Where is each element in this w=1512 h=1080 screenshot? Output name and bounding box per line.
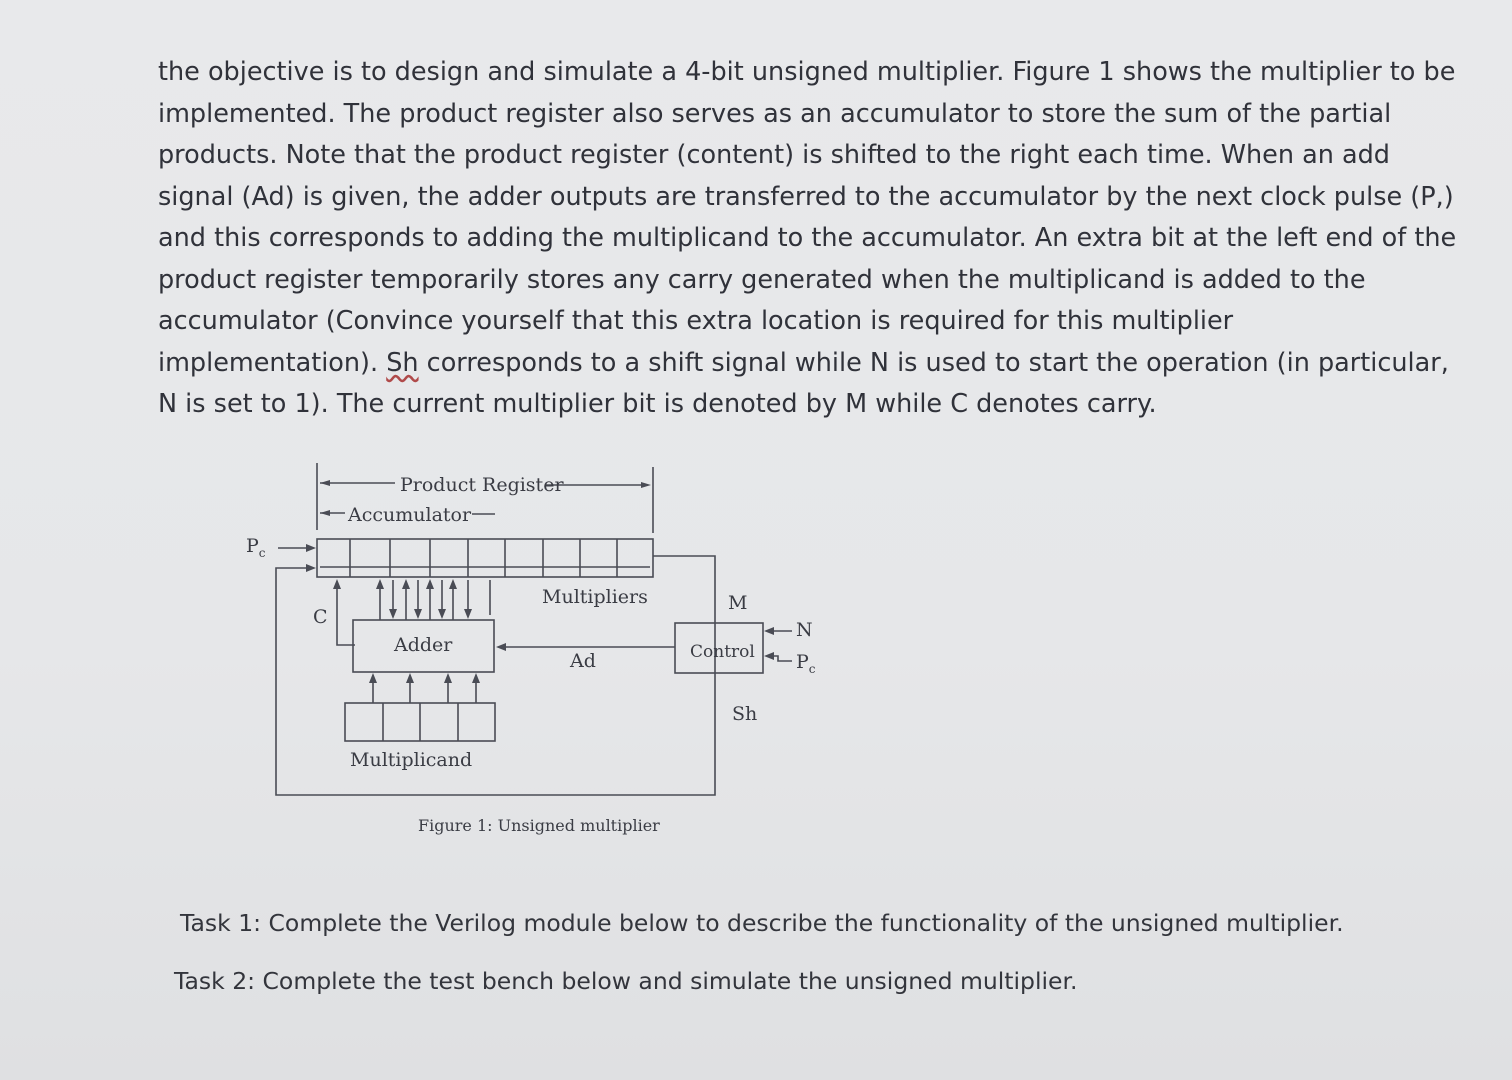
multiplicand-label: Multiplicand	[350, 749, 473, 771]
line8-prefix: implementation).	[158, 347, 387, 378]
ad-label: Ad	[570, 650, 596, 672]
accumulator-label: Accumulator	[348, 504, 472, 526]
problem-description	[158, 52, 1457, 426]
paragraph-line-3: products. Note that the product register (content) is shifted to the right each time. When an add	[158, 140, 1390, 170]
task-2: Task 2: Complete the test bench below and simulate the unsigned multiplier.	[174, 967, 1078, 995]
multipliers-label: Multipliers	[542, 586, 648, 608]
m-label: M	[728, 592, 748, 614]
product-register-box	[317, 539, 653, 577]
adder-label: Adder	[394, 634, 453, 656]
pc-left-label: $P_c$	[246, 535, 266, 560]
sh-label: Sh	[732, 703, 758, 725]
n-label: N	[796, 619, 813, 641]
multiplier-diagram	[240, 455, 840, 845]
paragraph-line-4: signal (Ad) is given, the adder outputs are transferred to the accumulator by the next clock pulse (P,)	[158, 181, 1454, 212]
line8-suffix: corresponds to a shift signal while N is used to start the operation (in particular,	[418, 347, 1449, 378]
spellcheck-word-sh: Sh	[386, 347, 419, 378]
paragraph-line-5: and this corresponds to adding the multiplicand to the accumulator. An extra bit at the left end of the	[158, 223, 1457, 253]
paragraph-line-9: N is set to 1). The current multiplier bit is denoted by M while C denotes carry.	[158, 389, 1157, 419]
paragraph-line-8	[158, 343, 1448, 385]
figure-caption: Figure 1: Unsigned multiplier	[418, 816, 660, 835]
pc-right-label: $P_c$	[796, 651, 816, 676]
paragraph-line-2: implemented. The product register also serves as an accumulator to store the sum of the partial	[158, 98, 1392, 129]
paragraph-line-7: accumulator (Convince yourself that this extra location is required for this multiplier	[158, 306, 1234, 336]
paragraph-line-1: the objective is to design and simulate a 4-bit unsigned multiplier. Figure 1 shows the multiplier to be	[158, 57, 1456, 87]
product-register-label: Product Register	[400, 474, 564, 496]
task-1: Task 1: Complete the Verilog module below to describe the functionality of the unsigned multiplier.	[180, 909, 1344, 937]
control-label: Control	[690, 642, 755, 662]
carry-label: C	[313, 606, 328, 628]
paragraph-line-6: product register temporarily stores any carry generated when the multiplicand is added to the	[158, 264, 1366, 295]
multiplier-figure	[240, 455, 840, 845]
